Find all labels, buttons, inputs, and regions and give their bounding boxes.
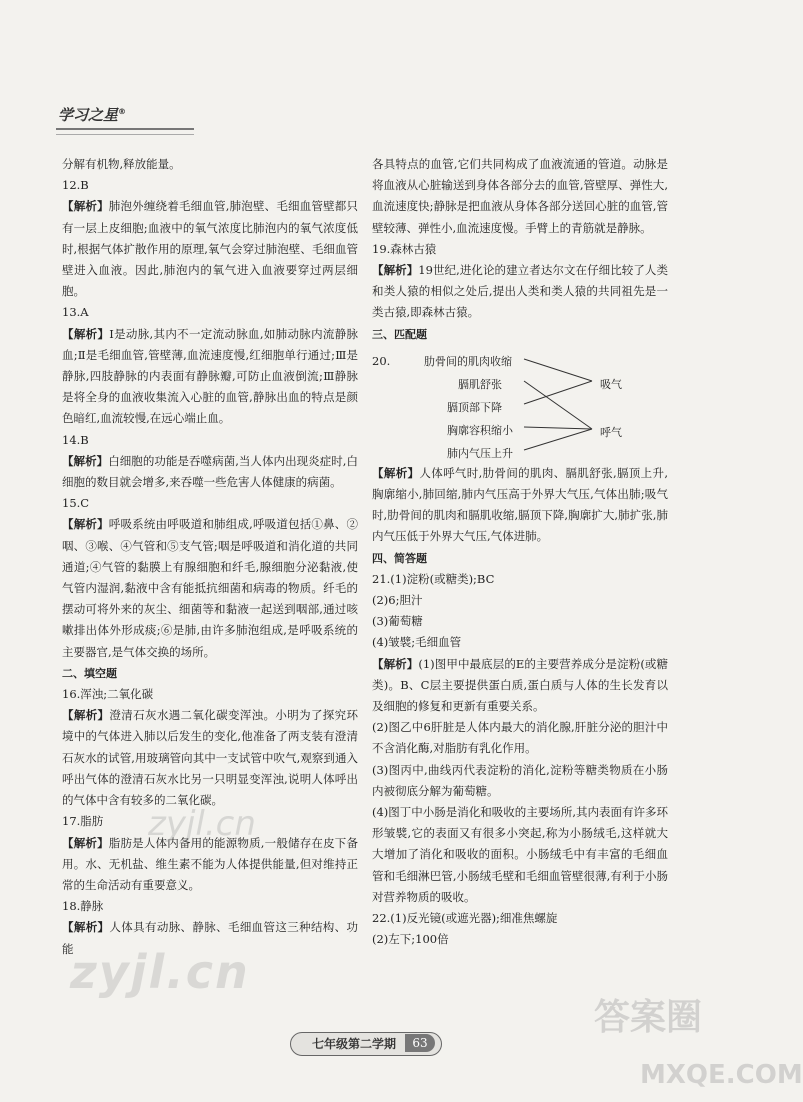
matching-lines [372, 347, 668, 459]
footer-grade: 七年级第二学期 [312, 1037, 397, 1051]
analysis-text: (1)图甲中最底层的E的主要营养成分是淀粉(或糖类)。B、C层主要提供蛋白质,蛋白质与人体的生长发育以及细胞的修复和更新有重要关系。 [372, 656, 668, 714]
analysis-tag: 【解析】 [62, 920, 110, 935]
answer-16: 16.浑浊;二氧化碳 [62, 687, 154, 702]
analysis-15 [62, 514, 358, 662]
watermark-logo-text: 答案圈 [594, 997, 703, 1038]
analysis-text: Ⅰ是动脉,其内不一定流动脉血,如肺动脉内流静脉血;Ⅱ是毛细血管,管壁薄,血流速度慢,红细胞单行通过;Ⅲ是静脉,四肢静脉的内表面有静脉瓣,可防止血液倒流;Ⅲ静脉是将全身的血液收集流入心脏的血管,静脉出血的特点是颜色暗红,血流较慢,在远心端止血。 [62, 326, 359, 426]
analysis-21-3: (3)图丙中,曲线丙代表淀粉的消化,淀粉等糖类物质在小肠内被彻底分解为葡萄糖。 [372, 762, 668, 798]
analysis-tag: 【解析】 [62, 517, 109, 532]
match-line [524, 381, 592, 404]
registered-mark: ® [118, 107, 127, 116]
match-line [524, 381, 592, 429]
match-left-item: 肋骨间的肌肉收缩 [424, 354, 512, 368]
brand-name: 学习之星 [58, 106, 119, 124]
watermark-left: zyjl.cn [70, 945, 250, 999]
continued-text: 分解有机物,释放能量。 [62, 157, 181, 171]
analysis-text: 人体呼气时,肋骨间的肌肉、膈肌舒张,膈顶上升,胸廓缩小,肺回缩,肺内气压高于外界大气压,气体出肺;吸气时,肋骨间的肌肉和膈肌收缩,膈顶下降,胸廓扩大,肺扩张,肺内气压低于外界大气压,气体进肺。 [372, 465, 668, 544]
question-number: 20. [372, 353, 391, 368]
answer-22-1: 22.(1)反光镜(或遮光器);细准焦螺旋 [372, 911, 558, 926]
match-left-item: 膈顶部下降 [447, 400, 502, 414]
section-heading-fill-blank: 二、填空题 [62, 666, 117, 680]
match-left-item: 肺内气压上升 [447, 446, 513, 460]
analysis-tag: 【解析】 [372, 465, 420, 480]
analysis-tag: 【解析】 [62, 835, 109, 850]
brand-logo [58, 104, 126, 125]
answer-14: 14.B [62, 432, 89, 447]
answer-22-2: (2)左下;100倍 [372, 932, 449, 947]
analysis-19 [372, 260, 668, 324]
answer-21-2: (2)6;胆汁 [372, 593, 423, 608]
watermark-url: MXQE.COM [640, 1060, 803, 1090]
match-line [524, 429, 592, 450]
answer-21-3: (3)葡萄糖 [372, 614, 423, 629]
header-rule [56, 128, 194, 135]
match-line [524, 359, 592, 381]
match-line [524, 427, 592, 429]
analysis-text: 肺泡外缠绕着毛细血管,肺泡壁、毛细血管壁都只有一层上皮细胞;血液中的氧气浓度比肺泡内的氧气浓度低时,根据气体扩散作用的原理,氧气会穿过肺泡壁、毛细血管壁进入血液。因此,肺泡内的氧气进入血液要穿过两层细胞。 [62, 199, 359, 299]
analysis-16 [62, 705, 358, 811]
analysis-text: 人体具有动脉、静脉、毛细血管这三种结构、功能 [62, 920, 359, 956]
analysis-13 [62, 324, 358, 430]
match-left-item: 胸廓容积缩小 [447, 423, 513, 437]
answer-12: 12.B [62, 178, 89, 193]
answer-18: 18.静脉 [62, 899, 104, 914]
analysis-text: 白细胞的功能是吞噬病菌,当人体内出现炎症时,白细胞的数目就会增多,来吞噬一些危害人体健康的病菌。 [62, 453, 359, 490]
watermark-mid: zyjl.cn [148, 804, 256, 844]
analysis-21-2: (2)图乙中6肝脏是人体内最大的消化腺,肝脏分泌的胆汁中不含消化酶,对脂肪有乳化作用。 [372, 720, 668, 756]
answer-17: 17.脂肪 [62, 814, 104, 829]
analysis-text: 19世纪,进化论的建立者达尔文在仔细比较了人类和类人猿的相似之处后,提出人类和类人猿的共同祖先是一类古猿,即森林古猿。 [372, 263, 668, 320]
answer-21-1: 21.(1)淀粉(或糖类);BC [372, 571, 495, 586]
analysis-tag: 【解析】 [62, 326, 110, 341]
section-heading-matching: 三、匹配题 [372, 327, 427, 341]
matching-diagram [372, 347, 668, 459]
analysis-tag: 【解析】 [62, 708, 110, 723]
page-number: 63 [405, 1034, 435, 1052]
answer-21-4: (4)皱襞;毛细血管 [372, 635, 462, 650]
answer-15: 15.C [62, 496, 90, 511]
analysis-tag: 【解析】 [372, 263, 419, 278]
watermark-logo [590, 985, 740, 1045]
watermark-logo-art [590, 985, 740, 1045]
section-heading-short-answer: 四、简答题 [372, 551, 427, 565]
analysis-21-1 [372, 654, 668, 718]
match-left-item: 膈肌舒张 [458, 377, 502, 391]
analysis-14 [62, 451, 358, 493]
analysis-20 [372, 463, 668, 548]
analysis-tag: 【解析】 [62, 199, 109, 214]
match-right-item: 呼气 [600, 425, 622, 439]
right-column [372, 154, 668, 951]
analysis-tag: 【解析】 [62, 453, 109, 468]
analysis-text: 脂肪是人体内备用的能源物质,一般储存在皮下备用。水、无机盐、维生素不能为人体提供能量,但对维持正常的生命活动有重要意义。 [62, 835, 359, 892]
answer-19: 19.森林古猿 [372, 241, 437, 256]
analysis-text: 澄清石灰水遇二氧化碳变浑浊。小明为了探究环境中的气体进入肺以后发生的变化,他准备了两支装有澄清石灰水的试管,用玻璃管向其中一支试管中吹气,观察到通入呼出气体的澄清石灰水比另一只明显变浑浊,说明人体呼出的气体中含有较多的二氧化碳。 [62, 708, 359, 808]
continued-text: 各具特点的血管,它们共同构成了血液流通的管道。动脉是将血液从心脏输送到身体各部分去的血管,管壁厚、弹性大,血流速度快;静脉是把血液从身体各部分送回心脏的血管,管壁较薄、弹性小,血流速度慢。手臂上的青筋就是静脉。 [372, 157, 668, 235]
answer-13: 13.A [62, 305, 89, 320]
analysis-12 [62, 196, 358, 302]
analysis-21-4: (4)图丁中小肠是消化和吸收的主要场所,其内表面有许多环形皱襞,它的表面又有很多小突起,称为小肠绒毛,这样就大大增加了消化和吸收的面积。小肠绒毛中有丰富的毛细血管和毛细淋巴管,小肠绒毛壁和毛细血管壁很薄,有利于小肠对营养物质的吸收。 [372, 805, 668, 904]
match-right-item: 吸气 [600, 377, 622, 391]
analysis-tag: 【解析】 [372, 656, 419, 671]
analysis-text: 呼吸系统由呼吸道和肺组成,呼吸道包括①鼻、②咽、③喉、④气管和⑤支气管;咽是呼吸道和消化道的共同通道;④气管的黏膜上有腺细胞和纤毛,腺细胞分泌黏液,使气管内湿润,黏液中含有能抵抗细菌和病毒的物质。纤毛的摆动可将外来的灰尘、细菌等和黏液一起送到咽部,通过咳嗽排出体外形成痰;⑥是肺,由许多肺泡组成,是呼吸系统的主要器官,是气体交换的场所。 [62, 517, 359, 659]
